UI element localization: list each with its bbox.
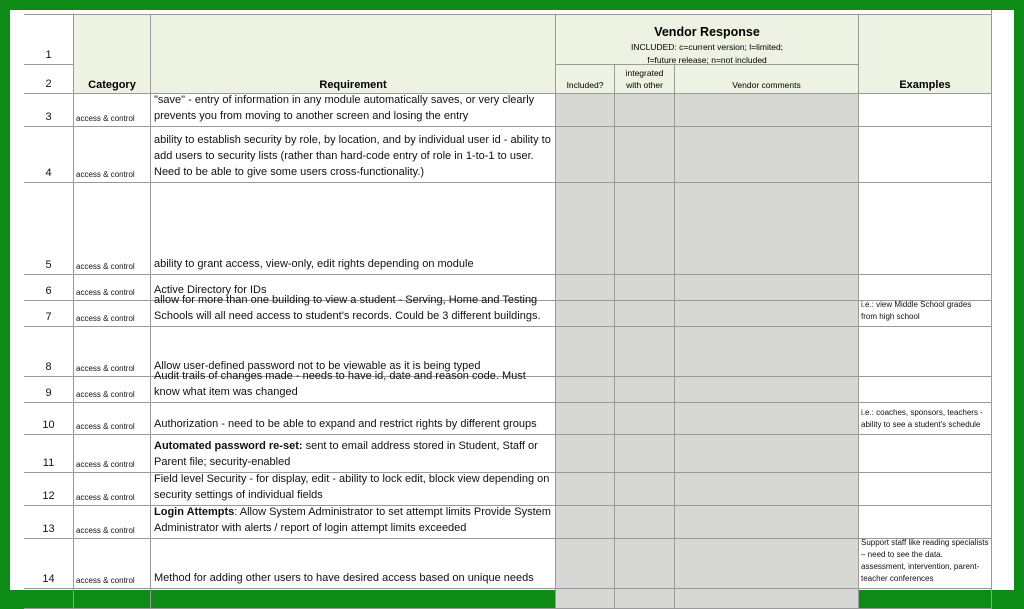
header-vendor-response[interactable] [556,15,859,65]
category-label: access & control [76,262,135,271]
included-cell[interactable] [556,506,615,539]
header-requirement-label: Requirement [319,79,387,91]
included-cell[interactable] [556,473,615,506]
category-label: access & control [76,460,135,469]
included-cell[interactable] [556,327,615,377]
category-cell[interactable] [74,589,151,609]
integrated-cell[interactable] [615,539,675,589]
requirement-text: allow for more than one building to view a student - Serving, Home and Testing Schools will all need access to student's records. Could be 3 different buildings. [154,294,541,322]
included-cell[interactable] [556,127,615,183]
row-number-1[interactable] [24,15,74,65]
requirement-text: Method for adding other users to have desired access based on unique needs [154,572,534,584]
category-label: access & control [76,526,135,535]
row-number-label: 1 [45,49,52,61]
requirement-text: Allow user-defined password not to be viewable as it is being typed [154,360,481,372]
vendor-comments-cell[interactable] [675,301,859,327]
requirement-text: Active Directory for IDs [154,284,267,296]
included-cell[interactable] [556,435,615,473]
requirement-cell[interactable] [151,94,556,127]
included-cell[interactable] [556,301,615,327]
row-number-2[interactable] [24,65,74,94]
category-cell[interactable] [74,94,151,127]
vendor-comments-cell[interactable] [675,94,859,127]
vendor-comments-cell[interactable] [675,327,859,377]
row-number-label: 3 [45,111,52,123]
category-cell[interactable] [74,127,151,183]
category-label: access & control [76,422,135,431]
vendor-comments-cell[interactable] [675,127,859,183]
category-cell[interactable] [74,183,151,275]
requirement-text: Audit trails of changes made - needs to have id, date and reason code. Must know what item was changed [154,370,526,398]
examples-cell[interactable] [859,403,992,435]
vendor-legend-line-2: f=future release; n=not included [647,55,767,65]
row-number[interactable] [24,301,74,327]
category-cell[interactable] [74,327,151,377]
category-label: access & control [76,314,135,323]
integrated-cell[interactable] [615,377,675,403]
row-number-label: 10 [42,419,55,431]
requirement-cell[interactable] [151,473,556,506]
examples-cell[interactable] [859,127,992,183]
row-number-label: 7 [45,311,52,323]
row-number-label: 6 [45,285,52,297]
examples-cell[interactable] [859,435,992,473]
header-examples-label: Examples [899,79,951,91]
examples-cell[interactable] [859,473,992,506]
integrated-cell[interactable] [615,506,675,539]
header-integrated[interactable] [615,65,675,94]
vendor-comments-cell[interactable] [675,589,859,609]
vendor-comments-cell[interactable] [675,275,859,301]
row-number-label: 8 [45,361,52,373]
header-requirement[interactable] [151,15,556,94]
header-examples[interactable] [859,15,992,94]
row-number[interactable] [24,327,74,377]
examples-cell[interactable] [859,589,992,609]
row-number[interactable] [24,377,74,403]
examples-cell[interactable] [859,539,992,589]
integrated-cell[interactable] [615,275,675,301]
category-cell[interactable] [74,301,151,327]
category-label: access & control [76,493,135,502]
example-text: i.e.: coaches, sponsors, teachers - ability to see a student's schedule [861,408,983,429]
category-label: access & control [76,114,135,123]
vendor-response-title: Vendor Response [654,25,760,39]
category-label: access & control [76,390,135,399]
requirement-cell[interactable] [151,183,556,275]
examples-cell[interactable] [859,377,992,403]
requirement-cell[interactable] [151,435,556,473]
row-number[interactable] [24,589,74,609]
integrated-cell[interactable] [615,435,675,473]
included-cell[interactable] [556,275,615,301]
requirement-text: Field level Security - for display, edit - ability to lock edit, block view depending on security settings of individual fields [154,473,550,501]
row-number[interactable] [24,506,74,539]
requirement-text: "save" - entry of information in any module automatically saves, or very clearly prevents you from moving to another screen and losing the entry [154,94,535,122]
integrated-cell[interactable] [615,127,675,183]
requirement-cell[interactable] [151,403,556,435]
category-cell[interactable] [74,377,151,403]
integrated-cell[interactable] [615,403,675,435]
requirement-cell[interactable] [151,127,556,183]
category-cell[interactable] [74,539,151,589]
header-included[interactable] [556,65,615,94]
vendor-comments-cell[interactable] [675,183,859,275]
requirement-cell[interactable] [151,539,556,589]
category-cell[interactable] [74,506,151,539]
requirement-cell[interactable] [151,589,556,609]
row-number-label: 13 [42,523,55,535]
requirement-cell[interactable] [151,294,556,327]
category-cell[interactable] [74,435,151,473]
header-integrated-line-1: integrated [625,68,664,78]
included-cell[interactable] [556,539,615,589]
header-category-label: Category [88,79,136,91]
row-number[interactable] [24,473,74,506]
row-number-label: 5 [45,259,52,271]
included-cell[interactable] [556,183,615,275]
category-label: access & control [76,364,135,373]
integrated-cell[interactable] [615,473,675,506]
row-number[interactable] [24,127,74,183]
category-cell[interactable] [74,473,151,506]
row-number[interactable] [24,403,74,435]
examples-cell[interactable] [859,327,992,377]
included-cell[interactable] [556,94,615,127]
requirement-text: sent to email address stored in Student, Staff or Parent file; security-enabled [154,440,538,468]
integrated-cell[interactable] [615,589,675,609]
vendor-comments-cell[interactable] [675,403,859,435]
requirement-text: ability to grant access, view-only, edit rights depending on module [154,258,474,270]
category-cell[interactable] [74,403,151,435]
row-number-label: 12 [42,490,55,502]
header-integrated-line-2: with other [626,80,663,90]
integrated-cell[interactable] [615,183,675,275]
header-included-label: Included? [566,80,604,90]
integrated-cell[interactable] [615,301,675,327]
integrated-cell[interactable] [615,94,675,127]
row-number-label: 2 [45,78,52,90]
example-text: Support staff like reading specialists – need to see the data. assessment, intervention, parent-teacher conferences [861,538,989,583]
header-category[interactable] [74,15,151,94]
included-cell[interactable] [556,589,615,609]
examples-cell[interactable] [859,94,992,127]
vendor-comments-cell[interactable] [675,473,859,506]
included-cell[interactable] [556,377,615,403]
row-number-label: 14 [42,573,55,585]
row-number-label: 9 [45,387,52,399]
vendor-comments-cell[interactable] [675,539,859,589]
examples-cell[interactable] [859,301,992,327]
vendor-comments-cell[interactable] [675,506,859,539]
category-label: access & control [76,576,135,585]
category-label: access & control [76,288,135,297]
example-text: i.e.: view Middle School grades from high school [861,300,972,321]
row-number-label: 4 [45,167,52,179]
row-number-label: 11 [42,457,55,469]
examples-cell[interactable] [859,275,992,301]
requirement-text: ability to establish security by role, by location, and by individual user id - ability to add users to security lists (rather than hard-code entry of role in 1-to-1 to user. Need to be able to give some users cross-functionality.) [154,134,551,178]
vendor-comments-cell[interactable] [675,435,859,473]
vendor-legend-line-1: INCLUDED: c=current version; l=limited; [630,42,784,52]
row-number[interactable] [24,275,74,301]
requirement-text: : Allow System Administrator to set attempt limits Provide System Administrator with alerts / report of login attempt limits exceeded [154,506,551,534]
requirement-bold-label: Automated password re-set: [154,440,303,452]
row-number[interactable] [24,94,74,127]
header-vendor-comments[interactable] [675,65,859,94]
requirement-bold-label: Login Attempts [154,506,235,518]
row-number[interactable] [24,435,74,473]
header-vendor-comments-label: Vendor comments [732,80,801,90]
examples-cell[interactable] [859,506,992,539]
row-number[interactable] [24,539,74,589]
category-cell[interactable] [74,275,151,301]
row-number[interactable] [24,183,74,275]
requirement-cell[interactable] [151,506,556,539]
integrated-cell[interactable] [615,327,675,377]
category-label: access & control [76,170,135,179]
vendor-comments-cell[interactable] [675,377,859,403]
requirement-text: Authorization - need to be able to expand and restrict rights by different groups [154,418,537,430]
spreadsheet [10,10,1014,590]
examples-cell[interactable] [859,183,992,275]
included-cell[interactable] [556,403,615,435]
requirement-cell[interactable] [151,370,556,403]
